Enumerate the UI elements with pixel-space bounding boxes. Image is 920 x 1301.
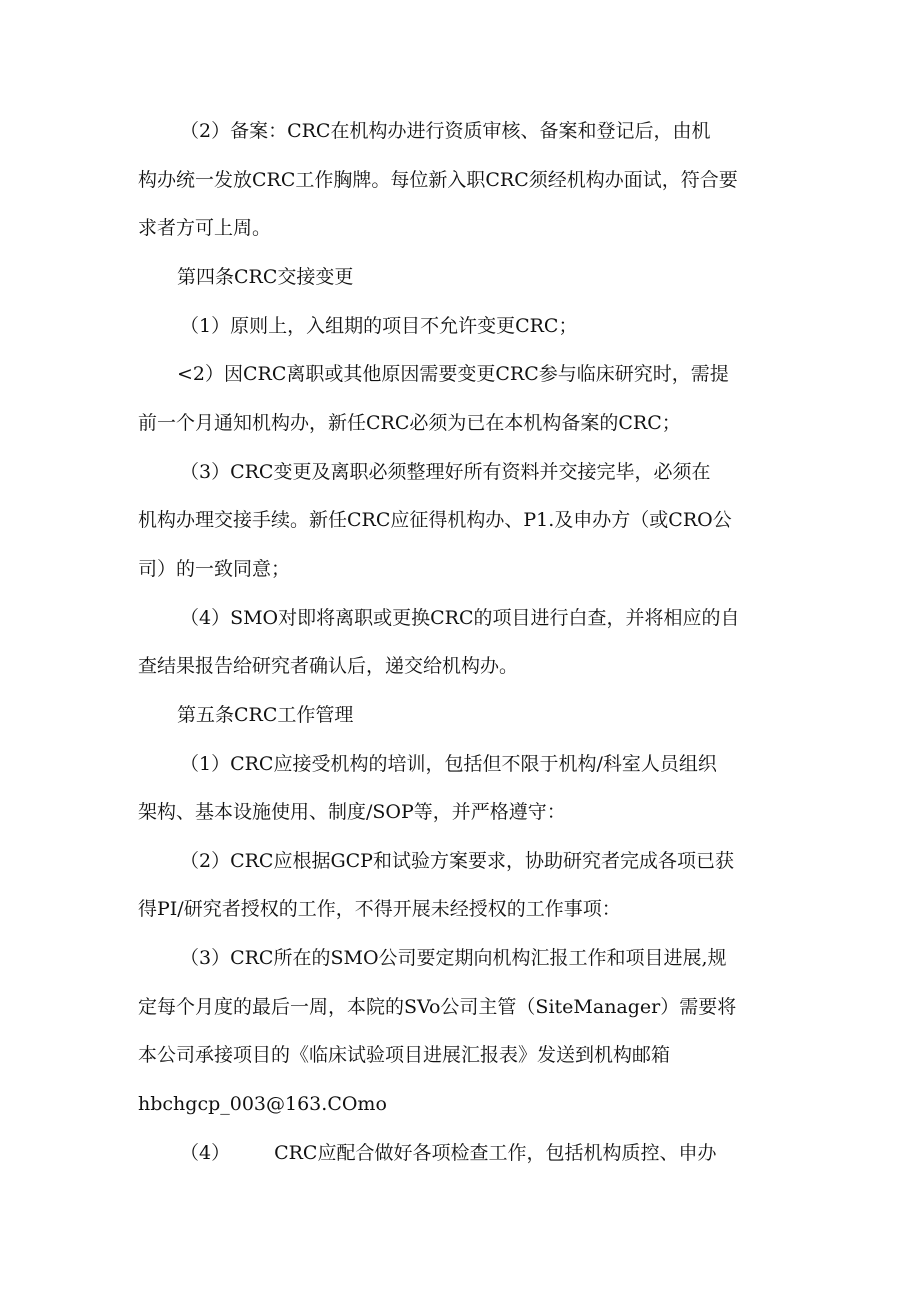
para-5-3-line-2: 定每个月度的最后一周，本院的SVo公司主管（SiteManager）需要将 — [138, 996, 737, 1018]
article-5-heading: 第五条CRC工作管理 — [177, 704, 354, 726]
para-5-1-line-1: （1）CRC应接受机构的培训，包括但不限于机构/科室人员组织 — [180, 753, 717, 775]
para-4-2-line-2: 前一个月通知机构办，新任CRC必须为已在本机构备案的CRC； — [138, 412, 681, 434]
para-5-4-label: （4） — [180, 1142, 231, 1164]
para-4-1-line-1: （1）原则上，入组期的项目不允许变更CRC； — [180, 315, 578, 337]
para-4-4-line-1: （4）SMO对即将离职或更换CRC的项目进行白查，并将相应的自 — [180, 607, 740, 629]
para-5-4-line-1 — [180, 1139, 800, 1167]
para-4-4-line-2: 查结果报告给研究者确认后，递交给机构办。 — [138, 655, 519, 677]
para-5-3-email: hbchgcp_003@163.COmo — [138, 1093, 387, 1115]
para-filing-line-1: （2）备案：CRC在机构办进行资质审核、备案和登记后，由机 — [180, 120, 711, 142]
para-filing-line-2: 构办统一发放CRC工作胸牌。每位新入职CRC须经机构办面试，符合要 — [138, 169, 738, 191]
para-5-3-line-1: （3）CRC所在的SMO公司要定期向机构汇报工作和项目进展,规 — [180, 947, 727, 969]
para-5-2-line-2: 得PI/研究者授权的工作，不得开展未经授权的工作事项： — [138, 898, 621, 920]
article-4-heading: 第四条CRC交接变更 — [177, 266, 354, 288]
para-filing-line-3: 求者方可上周。 — [138, 217, 272, 239]
para-4-3-line-1: （3）CRC变更及离职必须整理好所有资料并交接完毕，必须在 — [180, 461, 711, 483]
para-4-3-line-2: 机构办理交接手续。新任CRC应征得机构办、P1.及申办方（或CRO公 — [138, 509, 732, 531]
para-5-3-line-3: 本公司承接项目的《临床试验项目进展汇报表》发送到机构邮箱 — [138, 1044, 671, 1066]
para-5-4-text: CRC应配合做好各项检查工作，包括机构质控、申办 — [274, 1142, 717, 1164]
para-5-2-line-1: （2）CRC应根据GCP和试验方案要求，协助研究者完成各项已获 — [180, 850, 734, 872]
para-5-1-line-2: 架构、基本设施使用、制度/SOP等，并严格遵守： — [138, 801, 566, 823]
para-4-2-line-1: <2）因CRC离职或其他原因需要变更CRC参与临床研究时，需提 — [177, 363, 729, 385]
para-4-3-line-3: 司）的一致同意； — [138, 558, 291, 580]
